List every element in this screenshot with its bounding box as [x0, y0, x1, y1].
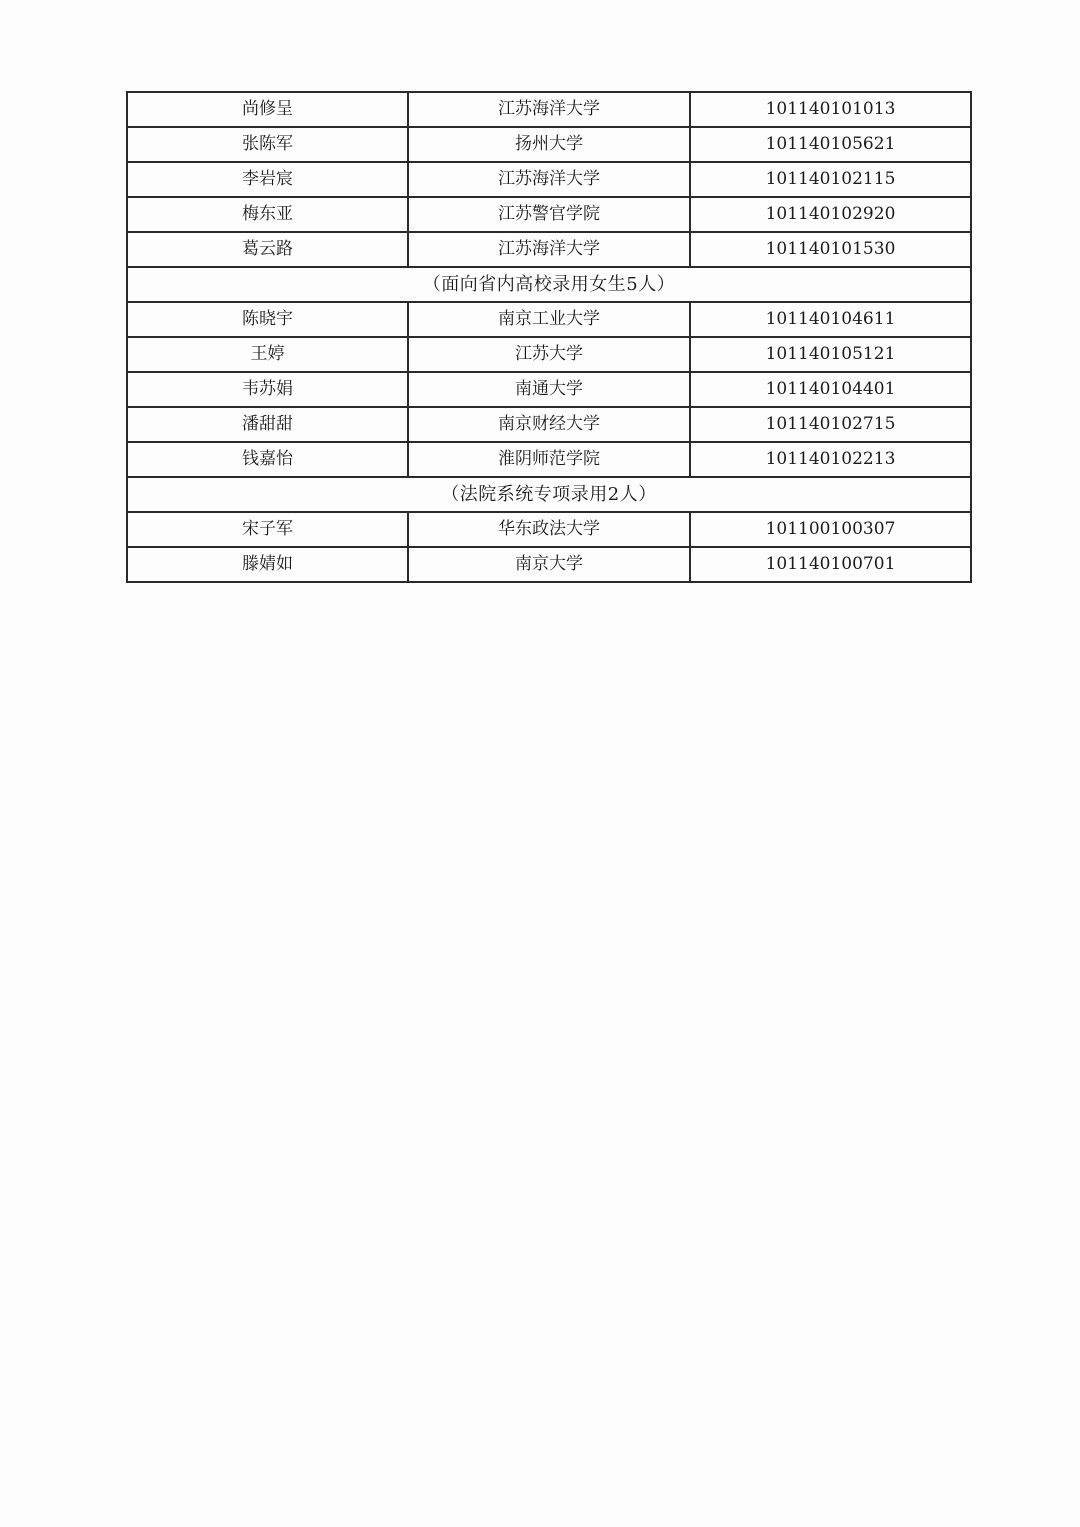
exam-id-cell: 101140104611: [690, 302, 971, 337]
exam-id-cell: 101140104401: [690, 372, 971, 407]
exam-id-cell: 101140102920: [690, 197, 971, 232]
exam-id-cell: 101140101013: [690, 92, 971, 127]
section-header-text: （面向省内高校录用女生5人）: [127, 267, 971, 302]
school-cell: 南京工业大学: [408, 302, 690, 337]
school-cell: 江苏大学: [408, 337, 690, 372]
roster-table-body: [127, 92, 971, 582]
section-header-row: [127, 267, 971, 302]
table-row: [127, 547, 971, 582]
school-cell: 江苏警官学院: [408, 197, 690, 232]
candidate-name-cell: 宋子军: [127, 512, 408, 547]
school-cell: 华东政法大学: [408, 512, 690, 547]
school-cell: 江苏海洋大学: [408, 232, 690, 267]
candidate-name-cell: 张陈军: [127, 127, 408, 162]
table-row: [127, 407, 971, 442]
admission-roster-table: [126, 91, 972, 583]
candidate-name-cell: 李岩宸: [127, 162, 408, 197]
table-row: [127, 337, 971, 372]
school-cell: 南京大学: [408, 547, 690, 582]
school-cell: 南通大学: [408, 372, 690, 407]
table-row: [127, 92, 971, 127]
candidate-name-cell: 钱嘉怡: [127, 442, 408, 477]
school-cell: 江苏海洋大学: [408, 92, 690, 127]
candidate-name-cell: 潘甜甜: [127, 407, 408, 442]
table-row: [127, 197, 971, 232]
exam-id-cell: 101140102715: [690, 407, 971, 442]
candidate-name-cell: 梅东亚: [127, 197, 408, 232]
school-cell: 淮阴师范学院: [408, 442, 690, 477]
candidate-name-cell: 韦苏娟: [127, 372, 408, 407]
table-row: [127, 127, 971, 162]
school-cell: 江苏海洋大学: [408, 162, 690, 197]
exam-id-cell: 101100100307: [690, 512, 971, 547]
candidate-name-cell: 滕婧如: [127, 547, 408, 582]
candidate-name-cell: 王婷: [127, 337, 408, 372]
table-row: [127, 232, 971, 267]
exam-id-cell: 101140101530: [690, 232, 971, 267]
table-row: [127, 442, 971, 477]
candidate-name-cell: 尚修呈: [127, 92, 408, 127]
exam-id-cell: 101140102115: [690, 162, 971, 197]
school-cell: 南京财经大学: [408, 407, 690, 442]
exam-id-cell: 101140102213: [690, 442, 971, 477]
table-row: [127, 372, 971, 407]
candidate-name-cell: 陈晓宇: [127, 302, 408, 337]
exam-id-cell: 101140100701: [690, 547, 971, 582]
section-header-row: [127, 477, 971, 512]
candidate-name-cell: 葛云路: [127, 232, 408, 267]
school-cell: 扬州大学: [408, 127, 690, 162]
table-row: [127, 162, 971, 197]
table-row: [127, 302, 971, 337]
exam-id-cell: 101140105621: [690, 127, 971, 162]
exam-id-cell: 101140105121: [690, 337, 971, 372]
section-header-text: （法院系统专项录用2人）: [127, 477, 971, 512]
table-row: [127, 512, 971, 547]
